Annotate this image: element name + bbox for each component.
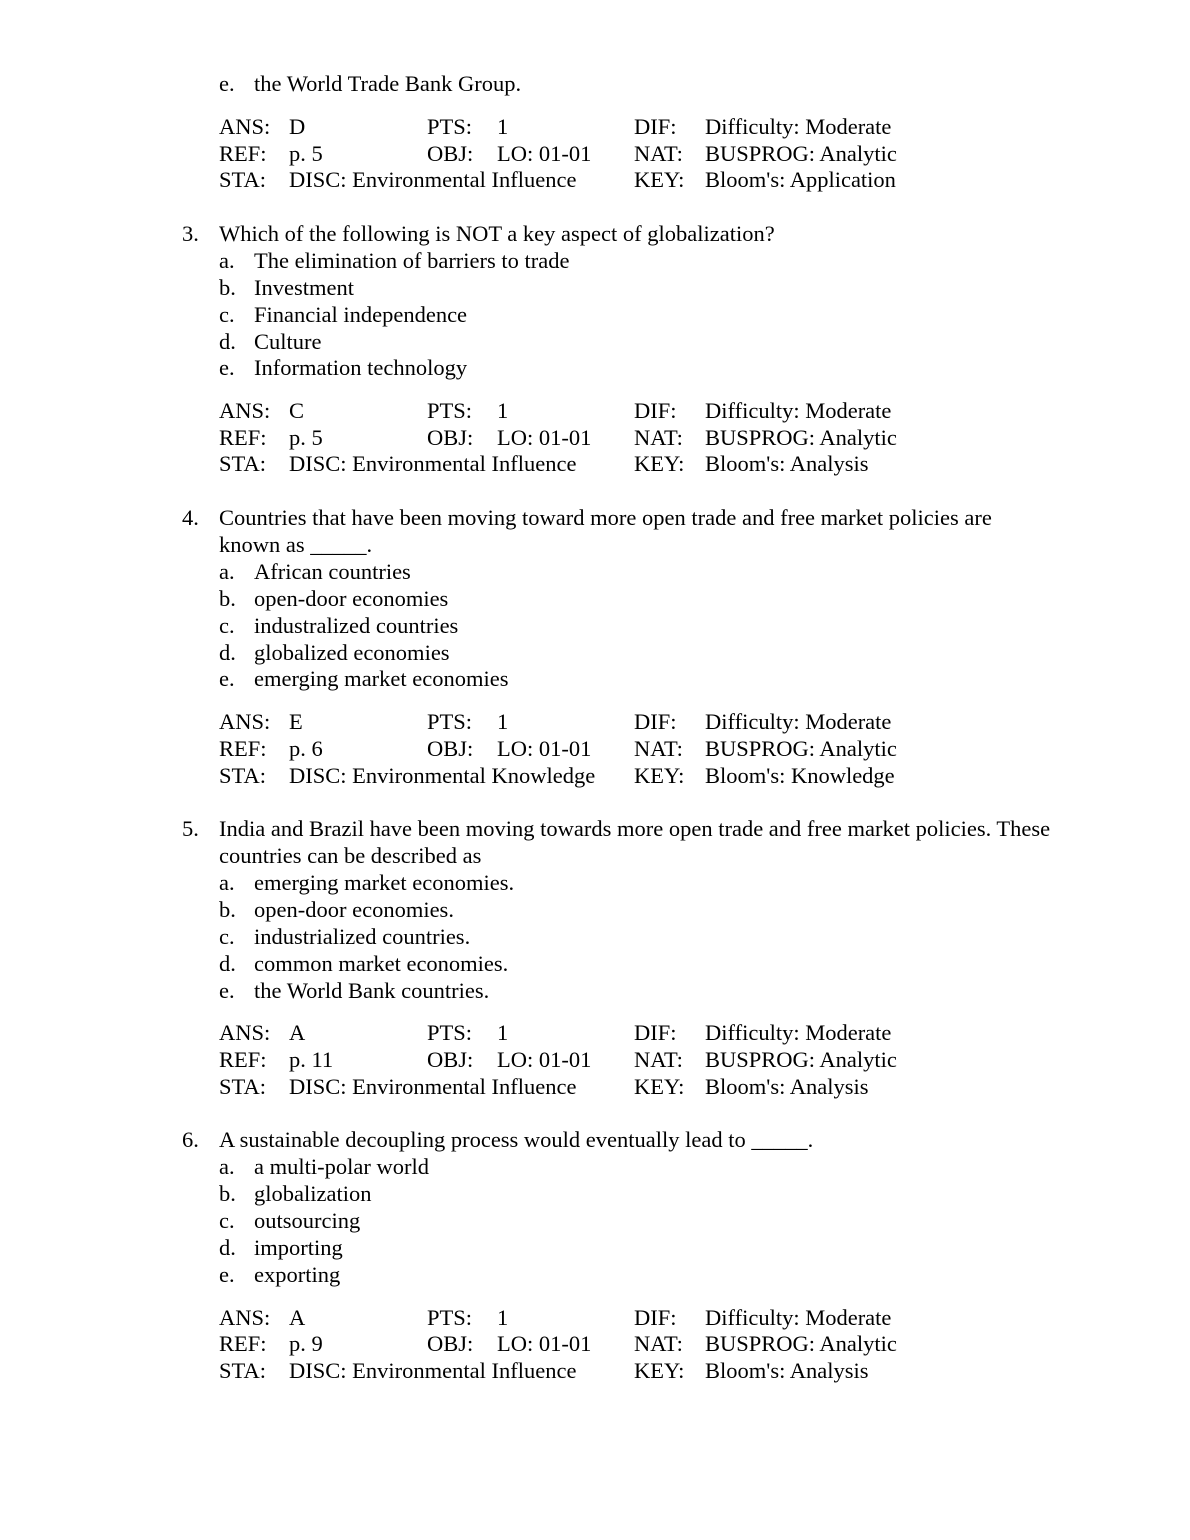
dif-label: DIF: <box>634 114 677 139</box>
option-text: outsourcing <box>254 1208 361 1233</box>
ans-label: ANS: <box>219 1305 271 1330</box>
key-value: Bloom's: Analysis <box>705 1358 869 1383</box>
question-number: 6. <box>182 1127 199 1152</box>
question-text: Which of the following is NOT a key aspect of globalization? <box>219 221 775 246</box>
obj-label: OBJ: <box>427 1331 474 1356</box>
pts-label: PTS: <box>427 1305 473 1330</box>
question-number: 3. <box>182 221 199 246</box>
nat-label: NAT: <box>634 1047 683 1072</box>
obj-label: OBJ: <box>427 1047 474 1072</box>
option-text: Financial independence <box>254 302 468 327</box>
key-label: KEY: <box>634 167 685 192</box>
pts-label: PTS: <box>427 114 473 139</box>
nat-label: NAT: <box>634 1331 683 1356</box>
pts-value: 1 <box>497 114 509 139</box>
option-text: African countries <box>254 559 411 584</box>
ref-label: REF: <box>219 425 267 450</box>
ref-value: p. 5 <box>289 425 323 450</box>
option-letter: e. <box>219 355 235 380</box>
pts-value: 1 <box>497 709 509 734</box>
option-text: Investment <box>254 275 354 300</box>
ref-label: REF: <box>219 141 267 166</box>
option-text: the World Bank countries. <box>254 978 490 1003</box>
sta-label: STA: <box>219 1358 266 1383</box>
obj-value: LO: 01-01 <box>497 141 592 166</box>
dif-label: DIF: <box>634 1020 677 1045</box>
sta-label: STA: <box>219 451 266 476</box>
ref-value: p. 6 <box>289 736 323 761</box>
key-value: Bloom's: Analysis <box>705 1074 869 1099</box>
ref-value: p. 9 <box>289 1331 323 1356</box>
sta-value: DISC: Environmental Influence <box>289 451 577 476</box>
option-text: a multi-polar world <box>254 1154 429 1179</box>
obj-label: OBJ: <box>427 736 474 761</box>
nat-value: BUSPROG: Analytic <box>705 1047 897 1072</box>
key-value: Bloom's: Application <box>705 167 896 192</box>
sta-label: STA: <box>219 763 266 788</box>
sta-value: DISC: Environmental Knowledge <box>289 763 596 788</box>
dif-value: Difficulty: Moderate <box>705 114 892 139</box>
nat-label: NAT: <box>634 425 683 450</box>
ans-label: ANS: <box>219 398 271 423</box>
ans-value: C <box>289 398 305 423</box>
dif-value: Difficulty: Moderate <box>705 709 892 734</box>
question-text: known as _____. <box>219 532 373 557</box>
option-letter: b. <box>219 1181 236 1206</box>
key-label: KEY: <box>634 1358 685 1383</box>
option-letter: d. <box>219 1235 236 1260</box>
option-text: emerging market economies. <box>254 870 515 895</box>
obj-value: LO: 01-01 <box>497 736 592 761</box>
sta-value: DISC: Environmental Influence <box>289 1358 577 1383</box>
option-letter: e. <box>219 666 235 691</box>
dif-label: DIF: <box>634 1305 677 1330</box>
option-letter: e. <box>219 71 235 96</box>
option-text: Culture <box>254 329 322 354</box>
pts-value: 1 <box>497 1305 509 1330</box>
option-text: The elimination of barriers to trade <box>254 248 570 273</box>
option-text: industrialized countries. <box>254 924 471 949</box>
option-text: emerging market economies <box>254 666 509 691</box>
ans-value: A <box>289 1020 306 1045</box>
option-text: common market economies. <box>254 951 509 976</box>
ans-label: ANS: <box>219 709 271 734</box>
option-text: globalized economies <box>254 640 450 665</box>
question-number: 5. <box>182 816 199 841</box>
ans-label: ANS: <box>219 1020 271 1045</box>
ref-label: REF: <box>219 1047 267 1072</box>
sta-label: STA: <box>219 1074 266 1099</box>
key-label: KEY: <box>634 763 685 788</box>
option-letter: b. <box>219 897 236 922</box>
sta-value: DISC: Environmental Influence <box>289 1074 577 1099</box>
option-text: globalization <box>254 1181 372 1206</box>
ans-label: ANS: <box>219 114 271 139</box>
question-text: countries can be described as <box>219 843 482 868</box>
ans-value: E <box>289 709 303 734</box>
option-letter: a. <box>219 559 235 584</box>
option-text: industralized countries <box>254 613 459 638</box>
option-letter: a. <box>219 870 235 895</box>
key-value: Bloom's: Analysis <box>705 451 869 476</box>
question-text: A sustainable decoupling process would eventually lead to _____. <box>219 1127 814 1152</box>
option-letter: c. <box>219 1208 235 1233</box>
ref-value: p. 5 <box>289 141 323 166</box>
nat-value: BUSPROG: Analytic <box>705 1331 897 1356</box>
option-letter: d. <box>219 329 236 354</box>
obj-label: OBJ: <box>427 425 474 450</box>
dif-value: Difficulty: Moderate <box>705 398 892 423</box>
sta-value: DISC: Environmental Influence <box>289 167 577 192</box>
option-text: importing <box>254 1235 343 1260</box>
sta-label: STA: <box>219 167 266 192</box>
pts-value: 1 <box>497 398 509 423</box>
question-text: India and Brazil have been moving towards more open trade and free market policies. These <box>219 816 1051 841</box>
option-letter: e. <box>219 978 235 1003</box>
key-label: KEY: <box>634 1074 685 1099</box>
key-value: Bloom's: Knowledge <box>705 763 895 788</box>
option-letter: c. <box>219 613 235 638</box>
option-letter: b. <box>219 275 236 300</box>
ans-value: D <box>289 114 306 139</box>
option-letter: b. <box>219 586 236 611</box>
ans-value: A <box>289 1305 306 1330</box>
option-letter: d. <box>219 640 236 665</box>
nat-value: BUSPROG: Analytic <box>705 425 897 450</box>
ref-value: p. 11 <box>289 1047 334 1072</box>
dif-value: Difficulty: Moderate <box>705 1305 892 1330</box>
question-text: Countries that have been moving toward more open trade and free market policies are <box>219 505 992 530</box>
question-number: 4. <box>182 505 199 530</box>
pts-label: PTS: <box>427 709 473 734</box>
obj-value: LO: 01-01 <box>497 1331 592 1356</box>
nat-label: NAT: <box>634 736 683 761</box>
obj-value: LO: 01-01 <box>497 425 592 450</box>
option-letter: c. <box>219 302 235 327</box>
ref-label: REF: <box>219 736 267 761</box>
option-text: Information technology <box>254 355 468 380</box>
obj-label: OBJ: <box>427 141 474 166</box>
dif-label: DIF: <box>634 398 677 423</box>
dif-label: DIF: <box>634 709 677 734</box>
key-label: KEY: <box>634 451 685 476</box>
pts-label: PTS: <box>427 1020 473 1045</box>
ref-label: REF: <box>219 1331 267 1356</box>
option-text: exporting <box>254 1262 341 1287</box>
option-letter: a. <box>219 1154 235 1179</box>
nat-value: BUSPROG: Analytic <box>705 736 897 761</box>
option-text: open-door economies. <box>254 897 454 922</box>
nat-value: BUSPROG: Analytic <box>705 141 897 166</box>
pts-label: PTS: <box>427 398 473 423</box>
pts-value: 1 <box>497 1020 509 1045</box>
option-letter: a. <box>219 248 235 273</box>
dif-value: Difficulty: Moderate <box>705 1020 892 1045</box>
option-text: the World Trade Bank Group. <box>254 71 522 96</box>
nat-label: NAT: <box>634 141 683 166</box>
option-letter: d. <box>219 951 236 976</box>
option-letter: c. <box>219 924 235 949</box>
obj-value: LO: 01-01 <box>497 1047 592 1072</box>
option-letter: e. <box>219 1262 235 1287</box>
option-text: open-door economies <box>254 586 449 611</box>
